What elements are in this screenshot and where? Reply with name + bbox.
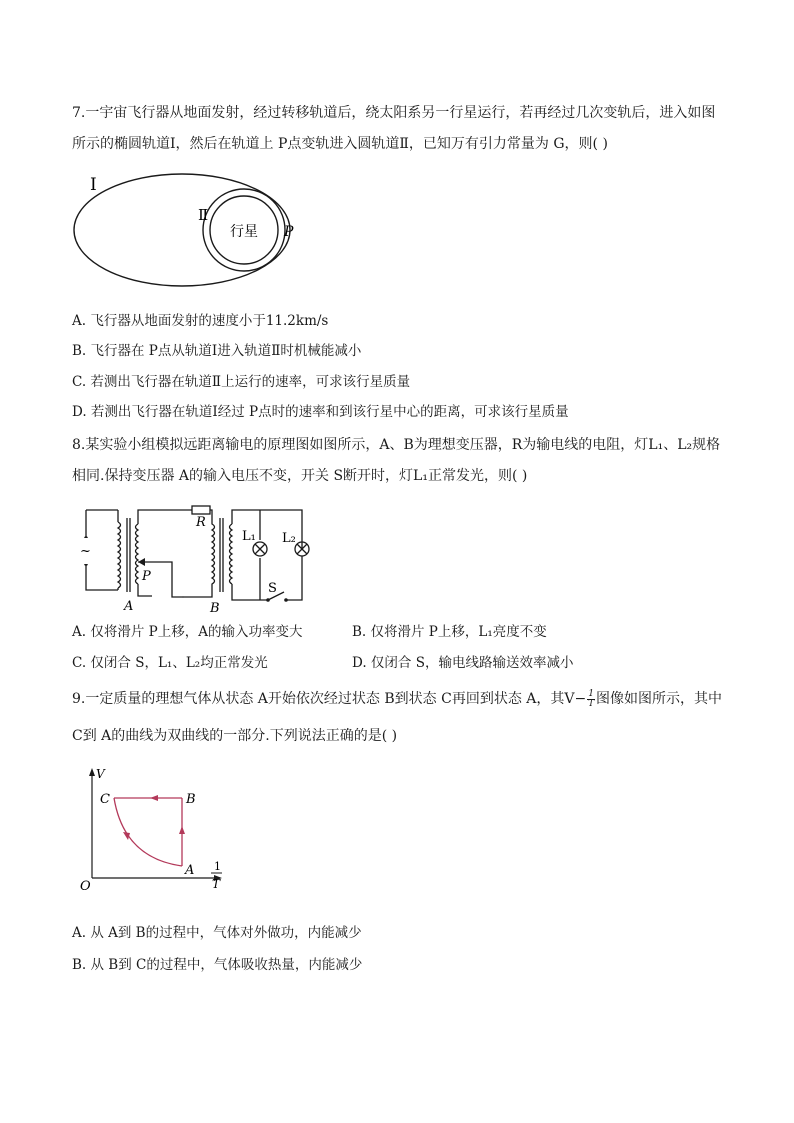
- label-lamp-L2: L₂: [282, 531, 296, 546]
- label-slider-P: P: [142, 569, 151, 584]
- v-axis-arrow: [89, 768, 95, 776]
- q7-option-a[interactable]: A. 飞行器从地面发射的速度小于11.2km/s: [72, 313, 329, 329]
- label-switch-S: S: [268, 581, 277, 596]
- q7-option-b[interactable]: B. 飞行器在 P点从轨道Ⅰ进入轨道Ⅱ时机械能减小: [72, 343, 362, 359]
- q9-option-a[interactable]: A. 从 A到 B的过程中，气体对外做功，内能减少: [72, 925, 362, 941]
- label-state-C: C: [100, 792, 110, 807]
- q7-stem-line2: 所示的椭圆轨道Ⅰ，然后在轨道上 P点变轨进入圆轨道Ⅱ，已知万有引力常量为 G，则( ): [72, 136, 608, 152]
- label-orbit-I: Ⅰ: [90, 175, 97, 195]
- q9-fraction: [587, 690, 595, 709]
- label-point-P: P: [284, 224, 294, 240]
- q8-stem-line2: 相同.保持变压器 A的输入电压不变，开关 S断开时，灯L₁正常发光，则( ): [72, 468, 528, 484]
- label-state-B: B: [186, 792, 196, 807]
- label-resistor-R: R: [196, 515, 206, 530]
- q7-option-d[interactable]: D. 若测出飞行器在轨道Ⅰ经过 P点时的速率和到该行星中心的距离，可求该行星质量: [72, 404, 569, 420]
- arrow-A-to-B: [179, 826, 185, 834]
- label-state-A: A: [185, 863, 195, 878]
- q7-option-c[interactable]: C. 若测出飞行器在轨道Ⅱ上运行的速率，可求该行星质量: [72, 374, 411, 390]
- q7-orbit-figure: [72, 168, 312, 296]
- q9-stem-line1-b: 图像如图所示，其中: [595, 691, 722, 707]
- label-ac-source: ~: [80, 544, 91, 559]
- q8-option-b[interactable]: B. 仅将滑片 P上移，L₁亮度不变: [352, 624, 547, 640]
- arrow-B-to-C: [150, 795, 158, 801]
- label-transformer-A: A: [124, 599, 134, 614]
- label-orbit-II: Ⅱ: [198, 206, 209, 224]
- path-C-to-A: [114, 798, 182, 866]
- label-axis-V: V: [96, 767, 105, 781]
- q9-fraction-den: T: [588, 698, 595, 709]
- arrow-C-to-A: [123, 832, 130, 840]
- q8-stem-line1: 8.某实验小组模拟远距离输电的原理图如图所示，A、B为理想变压器，R为输电线的电阻，灯L₁、L₂规格: [72, 437, 721, 453]
- q9-graph-figure: [72, 762, 232, 896]
- q9-fraction-num: 1: [588, 688, 594, 699]
- label-transformer-B: B: [210, 601, 220, 616]
- q9-option-b[interactable]: B. 从 B到 C的过程中，气体吸收热量，内能减少: [72, 957, 363, 973]
- q9-stem-line2: C到 A的曲线为双曲线的一部分.下列说法正确的是( ): [72, 728, 398, 744]
- q7-stem-line1: 7.一宇宙飞行器从地面发射，经过转移轨道后，绕太阳系另一行星运行，若再经过几次变轨后，进入如图: [72, 105, 716, 121]
- label-planet: 行星: [230, 224, 258, 240]
- q9-stem-line1: [72, 689, 722, 709]
- q8-circuit-figure: [72, 500, 332, 618]
- q9-stem-line1-a: 9.一定质量的理想气体从状态 A开始依次经过状态 B到状态 C再回到状态 A，其V−: [72, 691, 587, 707]
- q8-option-a[interactable]: A. 仅将滑片 P上移，A的输入功率变大: [72, 624, 303, 640]
- q8-option-c[interactable]: C. 仅闭合 S，L₁、L₂均正常发光: [72, 655, 268, 671]
- q8-option-d[interactable]: D. 仅闭合 S，输电线路输送效率减小: [352, 655, 574, 671]
- label-origin-O: O: [80, 879, 91, 894]
- label-axis-x-den: T: [212, 877, 221, 891]
- label-axis-x-num: 1: [214, 860, 221, 873]
- label-lamp-L1: L₁: [242, 529, 256, 544]
